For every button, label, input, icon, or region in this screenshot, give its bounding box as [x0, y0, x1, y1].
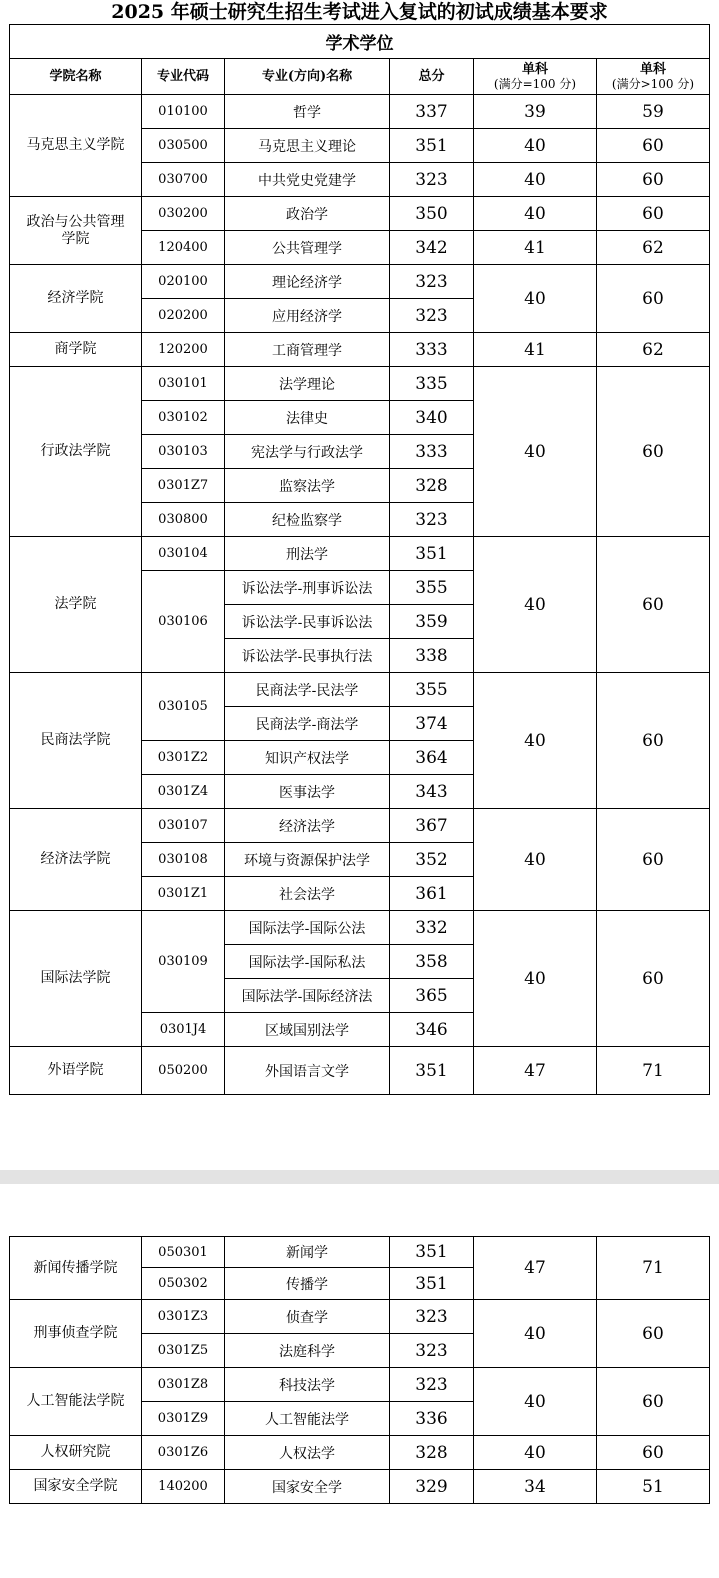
single-score-100: 47 [474, 1237, 597, 1300]
table-row [10, 1300, 710, 1334]
major-code: 0301Z7 [142, 469, 225, 503]
college-name: 经济学院 [10, 265, 142, 333]
major-name: 侦查学 [225, 1300, 390, 1334]
major-code: 0301J4 [142, 1013, 225, 1047]
major-code: 010100 [142, 95, 225, 129]
major-name: 宪法学与行政法学 [225, 435, 390, 469]
single-score-100: 34 [474, 1470, 597, 1504]
major-name: 国际法学-国际私法 [225, 945, 390, 979]
total-score: 338 [390, 639, 474, 673]
major-code: 120200 [142, 333, 225, 367]
college-name: 刑事侦查学院 [10, 1300, 142, 1368]
table-row [10, 537, 710, 571]
total-score: 365 [390, 979, 474, 1013]
major-name: 公共管理学 [225, 231, 390, 265]
single-score-over100: 60 [597, 163, 710, 197]
single-score-100: 41 [474, 231, 597, 265]
single-score-over100: 60 [597, 1368, 710, 1436]
total-score: 328 [390, 469, 474, 503]
single-score-over100: 60 [597, 265, 710, 333]
major-code: 0301Z5 [142, 1334, 225, 1368]
major-code: 0301Z6 [142, 1436, 225, 1470]
major-code: 140200 [142, 1470, 225, 1504]
college-name: 外语学院 [10, 1047, 142, 1095]
major-name: 政治学 [225, 197, 390, 231]
major-name: 环境与资源保护法学 [225, 843, 390, 877]
single-score-100: 40 [474, 1300, 597, 1368]
total-score: 335 [390, 367, 474, 401]
table-row [10, 265, 710, 299]
major-code: 0301Z9 [142, 1402, 225, 1436]
total-score: 332 [390, 911, 474, 945]
college-name: 国家安全学院 [10, 1470, 142, 1504]
page-title: 2025 年硕士研究生招生考试进入复试的初试成绩基本要求 [111, 1, 608, 23]
section-title: 学术学位 [10, 25, 710, 59]
total-score: 351 [390, 129, 474, 163]
total-score: 333 [390, 435, 474, 469]
header-major-name: 专业(方向)名称 [225, 59, 390, 95]
total-score: 323 [390, 163, 474, 197]
major-code: 0301Z4 [142, 775, 225, 809]
college-name: 政治与公共管理学院 [10, 197, 142, 265]
single-score-over100: 51 [597, 1470, 710, 1504]
single-score-100: 40 [474, 367, 597, 537]
major-code: 0301Z3 [142, 1300, 225, 1334]
table-row [10, 197, 710, 231]
total-score: 367 [390, 809, 474, 843]
major-name: 人权法学 [225, 1436, 390, 1470]
table-row [10, 1047, 710, 1095]
total-score: 323 [390, 265, 474, 299]
total-score: 323 [390, 503, 474, 537]
college-name: 人工智能法学院 [10, 1368, 142, 1436]
single-score-100: 40 [474, 911, 597, 1047]
total-score: 358 [390, 945, 474, 979]
single-score-over100: 71 [597, 1237, 710, 1300]
major-name: 法庭科学 [225, 1334, 390, 1368]
total-score: 351 [390, 537, 474, 571]
major-name: 法学理论 [225, 367, 390, 401]
total-score: 340 [390, 401, 474, 435]
table-row [10, 911, 710, 945]
major-name: 刑法学 [225, 537, 390, 571]
major-name: 哲学 [225, 95, 390, 129]
college-name: 商学院 [10, 333, 142, 367]
header-total: 总分 [390, 59, 474, 95]
major-code: 030102 [142, 401, 225, 435]
single-score-over100: 62 [597, 333, 710, 367]
total-score: 361 [390, 877, 474, 911]
major-name: 诉讼法学-民事执行法 [225, 639, 390, 673]
header-single-over100: 单科 (满分>100 分) [597, 59, 710, 95]
table-row [10, 809, 710, 843]
single-score-100: 40 [474, 197, 597, 231]
major-name: 知识产权法学 [225, 741, 390, 775]
total-score: 337 [390, 95, 474, 129]
total-score: 346 [390, 1013, 474, 1047]
single-score-100: 40 [474, 1368, 597, 1436]
major-code: 050302 [142, 1268, 225, 1300]
total-score: 364 [390, 741, 474, 775]
table-row [10, 333, 710, 367]
single-score-100: 40 [474, 129, 597, 163]
single-score-100: 47 [474, 1047, 597, 1095]
major-name: 区域国别法学 [225, 1013, 390, 1047]
single-score-100: 40 [474, 265, 597, 333]
college-name: 行政法学院 [10, 367, 142, 537]
total-score: 333 [390, 333, 474, 367]
major-name: 国家安全学 [225, 1470, 390, 1504]
table-row [10, 1436, 710, 1470]
total-score: 329 [390, 1470, 474, 1504]
major-name: 民商法学-商法学 [225, 707, 390, 741]
major-name: 新闻学 [225, 1237, 390, 1268]
header-single-100: 单科 (满分=100 分) [474, 59, 597, 95]
major-code: 030107 [142, 809, 225, 843]
major-name: 社会法学 [225, 877, 390, 911]
total-score: 359 [390, 605, 474, 639]
single-score-100: 40 [474, 673, 597, 809]
total-score: 323 [390, 1334, 474, 1368]
total-score: 352 [390, 843, 474, 877]
major-code: 0301Z2 [142, 741, 225, 775]
college-name: 人权研究院 [10, 1436, 142, 1470]
score-table-part2 [9, 1236, 710, 1504]
single-score-over100: 60 [597, 911, 710, 1047]
major-code: 050301 [142, 1237, 225, 1268]
major-code: 030106 [142, 571, 225, 673]
college-name: 新闻传播学院 [10, 1237, 142, 1300]
table-row [10, 1368, 710, 1402]
total-score: 328 [390, 1436, 474, 1470]
total-score: 351 [390, 1237, 474, 1268]
major-code: 030500 [142, 129, 225, 163]
major-name: 经济法学 [225, 809, 390, 843]
major-name: 民商法学-民法学 [225, 673, 390, 707]
major-name: 监察法学 [225, 469, 390, 503]
major-name: 纪检监察学 [225, 503, 390, 537]
major-code: 030104 [142, 537, 225, 571]
major-code: 030105 [142, 673, 225, 741]
major-code: 0301Z1 [142, 877, 225, 911]
total-score: 374 [390, 707, 474, 741]
total-score: 323 [390, 299, 474, 333]
college-name: 国际法学院 [10, 911, 142, 1047]
major-code: 020100 [142, 265, 225, 299]
total-score: 336 [390, 1402, 474, 1436]
single-score-100: 39 [474, 95, 597, 129]
total-score: 355 [390, 673, 474, 707]
table-row [10, 673, 710, 707]
single-score-over100: 71 [597, 1047, 710, 1095]
single-score-100: 40 [474, 537, 597, 673]
total-score: 351 [390, 1268, 474, 1300]
single-score-over100: 60 [597, 129, 710, 163]
single-score-over100: 60 [597, 809, 710, 911]
single-score-over100: 60 [597, 367, 710, 537]
major-code: 030109 [142, 911, 225, 1013]
single-score-over100: 60 [597, 1300, 710, 1368]
major-name: 国际法学-国际公法 [225, 911, 390, 945]
table-row [10, 1470, 710, 1504]
college-name: 经济法学院 [10, 809, 142, 911]
major-name: 传播学 [225, 1268, 390, 1300]
major-name: 中共党史党建学 [225, 163, 390, 197]
total-score: 343 [390, 775, 474, 809]
total-score: 323 [390, 1300, 474, 1334]
single-score-100: 40 [474, 1436, 597, 1470]
major-name: 应用经济学 [225, 299, 390, 333]
header-code: 专业代码 [142, 59, 225, 95]
major-code: 030103 [142, 435, 225, 469]
single-score-over100: 59 [597, 95, 710, 129]
total-score: 323 [390, 1368, 474, 1402]
single-score-over100: 60 [597, 537, 710, 673]
major-code: 030101 [142, 367, 225, 401]
total-score: 351 [390, 1047, 474, 1095]
major-code: 030108 [142, 843, 225, 877]
single-score-100: 41 [474, 333, 597, 367]
score-table-part1 [9, 24, 710, 1095]
major-name: 工商管理学 [225, 333, 390, 367]
major-code: 120400 [142, 231, 225, 265]
major-code: 050200 [142, 1047, 225, 1095]
single-score-over100: 60 [597, 1436, 710, 1470]
major-code: 0301Z8 [142, 1368, 225, 1402]
single-score-over100: 60 [597, 673, 710, 809]
major-code: 020200 [142, 299, 225, 333]
college-name: 马克思主义学院 [10, 95, 142, 197]
total-score: 355 [390, 571, 474, 605]
major-name: 理论经济学 [225, 265, 390, 299]
single-score-100: 40 [474, 163, 597, 197]
major-name: 外国语言文学 [225, 1047, 390, 1095]
major-name: 科技法学 [225, 1368, 390, 1402]
major-name: 诉讼法学-民事诉讼法 [225, 605, 390, 639]
major-name: 马克思主义理论 [225, 129, 390, 163]
major-name: 医事法学 [225, 775, 390, 809]
college-name: 民商法学院 [10, 673, 142, 809]
major-name: 国际法学-国际经济法 [225, 979, 390, 1013]
major-name: 人工智能法学 [225, 1402, 390, 1436]
major-code: 030800 [142, 503, 225, 537]
college-name: 法学院 [10, 537, 142, 673]
major-code: 030200 [142, 197, 225, 231]
single-score-over100: 62 [597, 231, 710, 265]
total-score: 350 [390, 197, 474, 231]
single-score-100: 40 [474, 809, 597, 911]
total-score: 342 [390, 231, 474, 265]
single-score-over100: 60 [597, 197, 710, 231]
major-name: 诉讼法学-刑事诉讼法 [225, 571, 390, 605]
table-row [10, 95, 710, 129]
header-college: 学院名称 [10, 59, 142, 95]
table-row [10, 367, 710, 401]
page-separator [0, 1170, 719, 1184]
table-row [10, 1237, 710, 1268]
major-code: 030700 [142, 163, 225, 197]
major-name: 法律史 [225, 401, 390, 435]
